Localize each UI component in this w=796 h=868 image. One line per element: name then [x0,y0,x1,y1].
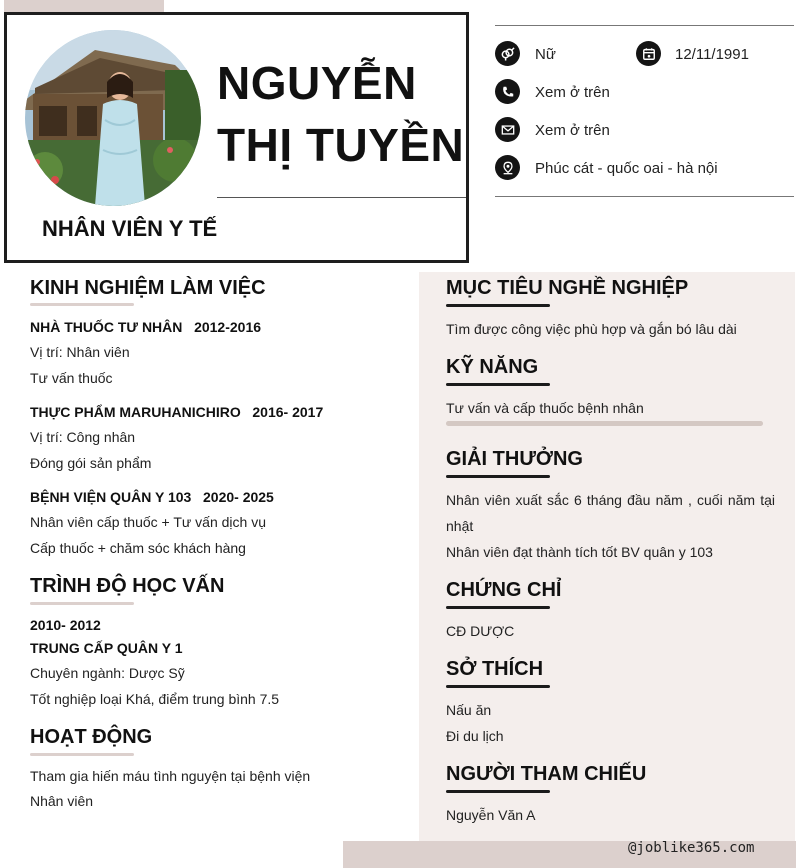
divider [495,25,794,26]
hobby-line: Đi du lịch [446,728,504,744]
section-title-objective: MỤC TIÊU NGHỀ NGHIỆP [446,277,689,299]
section-underline [30,303,134,306]
hobby-line: Nấu ăn [446,702,492,718]
section-title-references: NGƯỜI THAM CHIẾU [446,763,647,785]
section-title-education: TRÌNH ĐỘ HỌC VẤN [30,575,225,597]
job-detail: Đóng gói sản phẩm [30,455,152,471]
name-line-1: NGUYỄN [217,57,417,109]
phone-icon [495,79,520,104]
name-line-2: THỊ TUYỀN [217,119,465,171]
job-heading [30,487,274,507]
section-title-skills: KỸ NĂNG [446,356,539,378]
divider [217,197,466,198]
education-major: Chuyên ngành: Dược Sỹ [30,665,185,681]
job-period: 2012-2016 [194,319,262,335]
activity-line: Tham gia hiến máu tình nguyện tại bệnh viện [30,768,311,784]
section-title-certificates: CHỨNG CHỈ [446,579,562,601]
education-result: Tốt nghiệp loại Khá, điểm trung bình 7.5 [30,691,280,707]
section-underline [30,753,134,756]
address-text: Phúc cát - quốc oai - hà nội [535,160,718,177]
job-detail: Cấp thuốc + chăm sóc khách hàng [30,540,246,556]
birthday-text: 12/11/1991 [675,46,749,63]
reference-line: Nguyễn Văn A [446,807,536,823]
objective-text: Tìm được công việc phù hợp và gắn bó lâu dài [446,321,737,337]
section-title-hobbies: SỞ THÍCH [446,658,544,680]
gender-text: Nữ [535,46,556,63]
certificate-line: CĐ DƯỢC [446,623,515,639]
email-text: Xem ở trên [535,122,610,139]
job-company: BỆNH VIỆN QUÂN Y 103 [30,489,192,505]
section-underline [446,383,550,386]
job-period: 2020- 2025 [203,489,274,505]
calendar-icon [636,41,661,66]
full-name [217,52,464,176]
job-position: Vị trí: Công nhân [30,429,136,445]
skill-name: Tư vấn và cấp thuốc bệnh nhân [446,400,644,416]
education-period: 2010- 2012 [30,617,101,633]
divider [495,196,794,197]
job-period: 2016- 2017 [252,404,324,420]
job-heading [30,402,323,422]
section-title-awards: GIẢI THƯỞNG [446,448,583,470]
section-underline [446,790,550,793]
skill-bar-track [446,421,763,426]
gender-icon [495,41,520,66]
activity-line: Nhân viên [30,793,94,809]
location-icon [495,155,520,180]
section-underline [446,304,550,307]
job-title: NHÂN VIÊN Y TẾ [42,216,218,241]
job-detail: Tư vấn thuốc [30,370,113,386]
section-underline [446,475,550,478]
job-company: THỰC PHẨM MARUHANICHIRO [30,404,241,420]
skill-bar-fill [446,421,763,426]
job-position: Nhân viên cấp thuốc + Tư vấn dịch vụ [30,514,266,530]
job-position: Vị trí: Nhân viên [30,344,130,360]
job-heading [30,317,261,337]
award-line: Nhân viên xuất sắc 6 tháng đầu năm , cuối năm tại nhật [446,492,775,534]
avatar [25,30,201,206]
award-line: Nhân viên đạt thành tích tốt BV quân y 103 [446,544,713,560]
education-school: TRUNG CẤP QUÂN Y 1 [30,640,183,656]
section-title-experience: KINH NGHIỆM LÀM VIỆC [30,277,266,299]
section-underline [446,606,550,609]
section-underline [30,602,134,605]
job-company: NHÀ THUỐC TƯ NHÂN [30,319,183,335]
section-title-activities: HOẠT ĐỘNG [30,726,153,748]
phone-text: Xem ở trên [535,84,610,101]
mail-icon [495,117,520,142]
watermark: @joblike365.com [628,840,755,856]
section-underline [446,685,550,688]
